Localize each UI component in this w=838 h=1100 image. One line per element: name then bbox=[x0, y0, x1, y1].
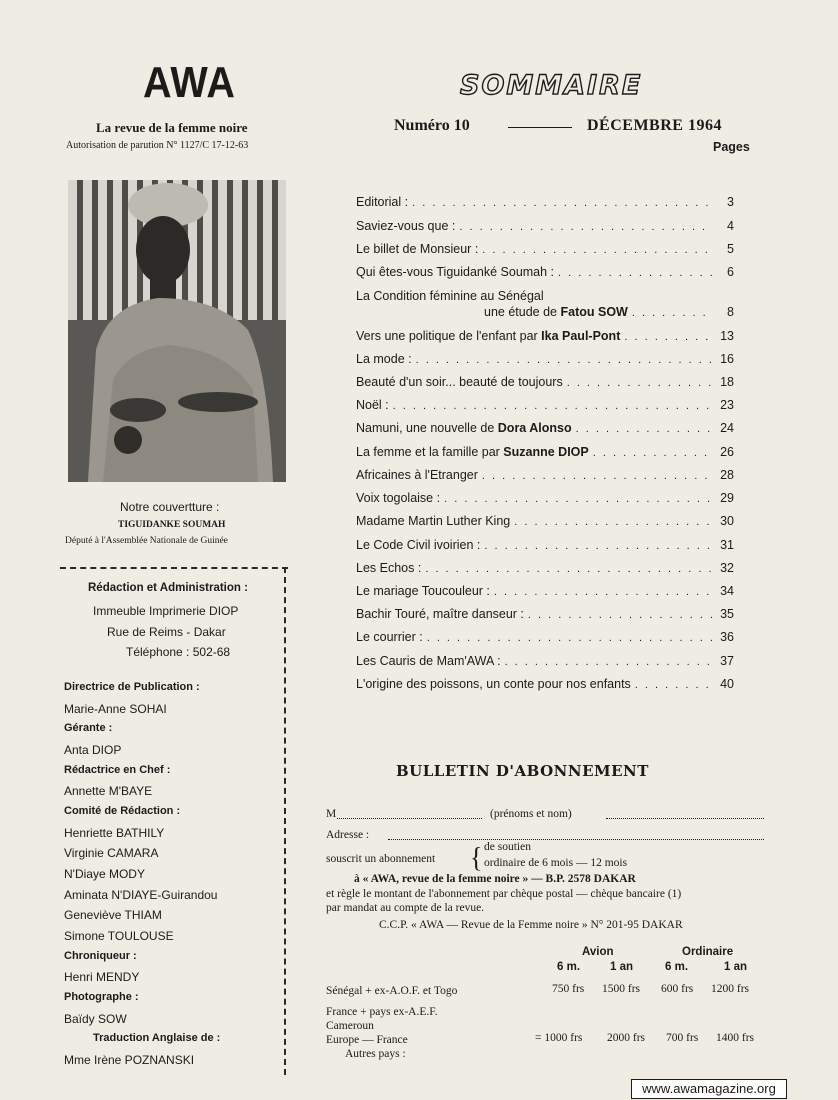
toc-entry: une étude de Fatou SOW . . . 8 bbox=[356, 305, 734, 319]
price-cell: 2000 frs bbox=[607, 1032, 646, 1044]
zone-line: Cameroun bbox=[326, 1020, 374, 1032]
staff-name: Marie-Anne SOHAI bbox=[64, 702, 167, 716]
staff-name: Baïdy SOW bbox=[64, 1012, 127, 1026]
zone-line: Autres pays : bbox=[345, 1048, 406, 1060]
name-hint: (prénoms et nom) bbox=[490, 808, 572, 820]
toc-entry: Le mariage Toucouleur : . . . 34 bbox=[356, 584, 734, 598]
col-1an: 1 an bbox=[724, 961, 748, 973]
staff-name: Mme Irène POZNANSKI bbox=[64, 1053, 195, 1067]
price-cell: 1500 frs bbox=[602, 983, 641, 995]
price-cell: = 1000 frs bbox=[535, 1032, 583, 1044]
cover-name: TIGUIDANKE SOUMAH bbox=[118, 520, 226, 530]
toc-entry: Vers une politique de l'enfant par Ika Paul-Pont . . . 13 bbox=[356, 329, 734, 343]
toc-heading: SOMMAIRE bbox=[460, 70, 643, 101]
subscribe-text: souscrit un abonnement bbox=[326, 853, 436, 865]
price-cell: 1200 frs bbox=[711, 983, 750, 995]
staff-role: Comité de Rédaction : bbox=[64, 805, 181, 817]
toc-entry: Noël : . . . 23 bbox=[356, 398, 734, 412]
address-line: Rue de Reims - Dakar bbox=[107, 625, 226, 639]
toc-entry: La mode : . . . 16 bbox=[356, 352, 734, 366]
col-6m: 6 m. bbox=[557, 961, 581, 973]
staff-name: Geneviève THIAM bbox=[64, 908, 162, 922]
magazine-logo: AWA bbox=[143, 58, 236, 107]
staff-role: Chroniqueur : bbox=[64, 950, 137, 962]
price-cell: 1400 frs bbox=[716, 1032, 755, 1044]
to-awa: à « AWA, revue de la femme noire » — B.P. 2578 DAKAR bbox=[354, 873, 636, 885]
issue-number: Numéro 10 bbox=[394, 117, 470, 134]
toc-entry: Le billet de Monsieur : . . . 5 bbox=[356, 242, 734, 256]
toc-entry: Madame Martin Luther King . . . 30 bbox=[356, 514, 734, 528]
staff-role: Rédactrice en Chef : bbox=[64, 764, 171, 776]
staff-role: Gérante : bbox=[64, 722, 113, 734]
name-prefix: M bbox=[326, 808, 337, 820]
avion-header: Avion bbox=[582, 946, 614, 958]
watermark-url[interactable]: www.awamagazine.org bbox=[631, 1079, 787, 1099]
price-cell: 600 frs bbox=[661, 983, 694, 995]
toc-entry: Le Code Civil ivoirien : . . . 31 bbox=[356, 538, 734, 552]
address-line: Téléphone : 502-68 bbox=[126, 645, 231, 659]
toc-entry: Le courrier : . . . 36 bbox=[356, 630, 734, 644]
zone-line: Europe — France bbox=[326, 1034, 408, 1046]
col-6m: 6 m. bbox=[665, 961, 689, 973]
option-ordinaire[interactable]: ordinaire de 6 mois — 12 mois bbox=[484, 857, 628, 869]
staff-name: Henri MENDY bbox=[64, 970, 140, 984]
toc-entry: Qui êtes-vous Tiguidanké Soumah : . . . 6 bbox=[356, 265, 734, 279]
payment-line: par mandat au compte de la revue. bbox=[326, 902, 485, 914]
staff-name: Simone TOULOUSE bbox=[64, 929, 174, 943]
address-line: Immeuble Imprimerie DIOP bbox=[93, 604, 239, 618]
toc-entry: Beauté d'un soir... beauté de toujours . . . 18 bbox=[356, 375, 734, 389]
dashed-divider bbox=[60, 567, 288, 569]
cover-label: Notre couvertture : bbox=[120, 500, 220, 514]
rule bbox=[508, 127, 572, 128]
option-soutien[interactable]: de soutien bbox=[484, 841, 531, 853]
zone-senegal: Sénégal + ex-A.O.F. et Togo bbox=[326, 985, 458, 997]
staff-name: Aminata N'DIAYE-Guirandou bbox=[64, 888, 218, 902]
ccp-line: C.C.P. « AWA — Revue de la Femme noire » N° 201-95 DAKAR bbox=[379, 919, 683, 931]
pages-label: Pages bbox=[713, 140, 750, 154]
cover-role: Député à l'Assemblée Nationale de Guinée bbox=[65, 536, 228, 546]
issue-date: DÉCEMBRE 1964 bbox=[587, 117, 722, 134]
payment-line: et règle le montant de l'abonnement par chèque postal — chèque bancaire (1) bbox=[326, 888, 682, 900]
zone-line: France + pays ex-A.E.F. bbox=[326, 1006, 438, 1018]
address-label: Adresse : bbox=[326, 829, 370, 841]
portrait-figure bbox=[68, 180, 286, 482]
ordinaire-header: Ordinaire bbox=[682, 946, 734, 958]
brace: { bbox=[470, 841, 483, 874]
price-cell: 700 frs bbox=[666, 1032, 699, 1044]
toc-entry: Namuni, une nouvelle de Dora Alonso . . . 24 bbox=[356, 421, 734, 435]
name-field[interactable] bbox=[337, 818, 482, 819]
staff-name: Annette M'BAYE bbox=[64, 784, 153, 798]
staff-name: Anta DIOP bbox=[64, 743, 122, 757]
toc-entry: Bachir Touré, maître danseur : . . . 35 bbox=[356, 607, 734, 621]
staff-name: Henriette BATHILY bbox=[64, 826, 165, 840]
staff-role: Traduction Anglaise de : bbox=[93, 1032, 221, 1044]
toc-entry: Editorial : . . . 3 bbox=[356, 195, 734, 209]
toc-entry: Les Echos : . . . 32 bbox=[356, 561, 734, 575]
staff-role: Directrice de Publication : bbox=[64, 681, 200, 693]
address-field[interactable] bbox=[388, 839, 764, 840]
price-cell: 750 frs bbox=[552, 983, 585, 995]
toc-entry-line: La Condition féminine au Sénégal bbox=[356, 289, 544, 303]
toc-entry: La femme et la famille par Suzanne DIOP . . . 26 bbox=[356, 445, 734, 459]
authorization-note: Autorisation de parution N° 1127/C 17-12-63 bbox=[66, 140, 249, 151]
dashed-divider-vertical bbox=[284, 567, 286, 1075]
toc-entry: L'origine des poissons, un conte pour nos enfants . . . 40 bbox=[356, 677, 734, 691]
bulletin-title: BULLETIN D'ABONNEMENT bbox=[396, 762, 649, 780]
tagline: La revue de la femme noire bbox=[96, 120, 248, 135]
name-field-continued[interactable] bbox=[606, 818, 764, 819]
toc-entry: Saviez-vous que : . . . 4 bbox=[356, 219, 734, 233]
toc-entry: Africaines à l'Etranger . . . 28 bbox=[356, 468, 734, 482]
col-1an: 1 an bbox=[610, 961, 634, 973]
staff-name: N'Diaye MODY bbox=[64, 867, 145, 881]
staff-name: Virginie CAMARA bbox=[64, 846, 159, 860]
cover-photo bbox=[68, 180, 286, 482]
toc-entry: Les Cauris de Mam'AWA : . . . 37 bbox=[356, 654, 734, 668]
staff-role: Photographe : bbox=[64, 991, 139, 1003]
redaction-title: Rédaction et Administration : bbox=[88, 582, 248, 594]
toc-entry: Voix togolaise : . . . 29 bbox=[356, 491, 734, 505]
